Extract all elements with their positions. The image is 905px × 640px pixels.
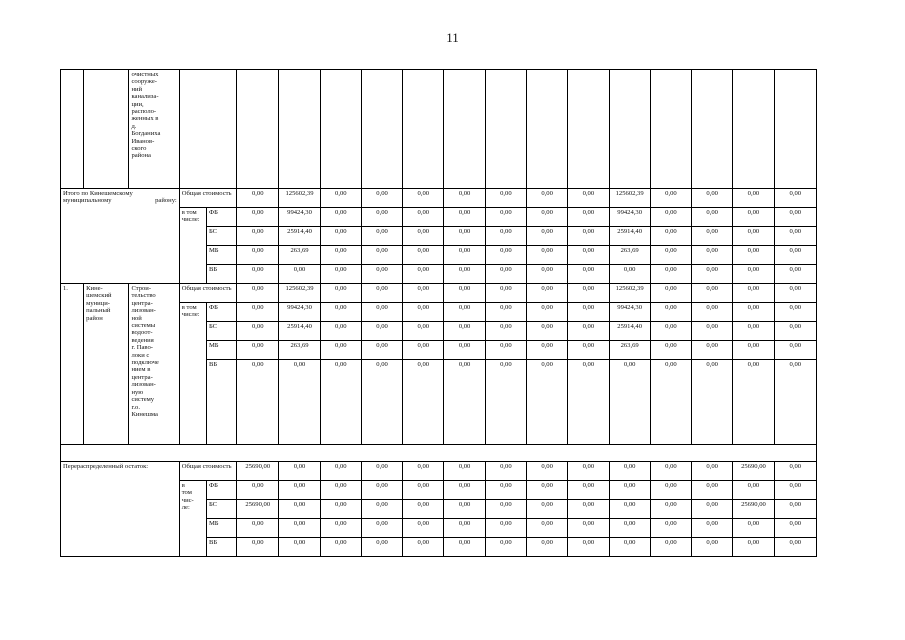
value-cell: 0,00	[444, 500, 485, 519]
page-number: 11	[446, 30, 459, 45]
value-cell: 0,00	[774, 246, 816, 265]
value-cell: 0,00	[320, 227, 361, 246]
value-cell: 0,00	[361, 500, 402, 519]
value-cell: 125602,39	[279, 284, 320, 303]
value-cell: 0,00	[403, 189, 444, 208]
value-cell: 0,00	[568, 341, 609, 360]
value-cell: 0,00	[237, 265, 279, 284]
total-title: Итого по Кинешемскому муниципальному району:	[61, 189, 180, 284]
empty-cell	[61, 445, 817, 462]
value-cell: 0,00	[320, 303, 361, 322]
value-cell: 0,00	[320, 341, 361, 360]
fund-label: ВБ	[206, 360, 236, 445]
value-cell: 0,00	[444, 322, 485, 341]
value-cell: 0,00	[774, 462, 816, 481]
value-cell: 99424,30	[279, 208, 320, 227]
value-cell: 0,00	[403, 538, 444, 557]
value-cell: 0,00	[692, 227, 733, 246]
value-cell: 25914,40	[279, 227, 320, 246]
value-cell: 0,00	[526, 227, 567, 246]
value-cell: 25690,00	[733, 462, 774, 481]
value-cell: 0,00	[609, 500, 650, 519]
remainder-title: Перераспределенный остаток:	[61, 462, 180, 557]
value-cell: 0,00	[237, 519, 279, 538]
text-line: шемский	[86, 292, 112, 300]
value-cell: 0,00	[361, 360, 402, 445]
text-line: канализа-	[131, 93, 159, 101]
value-cell: 0,00	[733, 322, 774, 341]
value-cell: 0,00	[692, 322, 733, 341]
value-cell: 0,00	[237, 481, 279, 500]
value-cell: 0,00	[403, 462, 444, 481]
value-cell: 263,69	[609, 246, 650, 265]
value-cell: 0,00	[692, 500, 733, 519]
value-cell: 0,00	[650, 341, 691, 360]
top-continuation-row	[61, 70, 817, 189]
value-cell: 0,00	[403, 208, 444, 227]
value-cell: 0,00	[609, 360, 650, 445]
value-cell: 0,00	[609, 538, 650, 557]
text-line: центра-	[131, 373, 153, 381]
value-cell: 0,00	[320, 322, 361, 341]
value-cell: 0,00	[237, 322, 279, 341]
value-cell: 0,00	[650, 360, 691, 445]
object-cell	[129, 70, 179, 189]
value-cell: 25690,00	[237, 462, 279, 481]
cost-label: Общая стоимость	[179, 284, 236, 303]
value-cell: 0,00	[733, 284, 774, 303]
value-cell: 0,00	[568, 500, 609, 519]
value-cell: 0,00	[361, 341, 402, 360]
value-cell: 0,00	[485, 265, 526, 284]
value-cell: 0,00	[403, 341, 444, 360]
value-cell: 0,00	[774, 322, 816, 341]
value-cell: 0,00	[733, 189, 774, 208]
fund-label: МБ	[206, 246, 236, 265]
value-cell: 0,00	[568, 538, 609, 557]
district-cell	[84, 70, 129, 189]
value-cell: 0,00	[526, 303, 567, 322]
value-cell: 0,00	[526, 519, 567, 538]
value-cell: 0,00	[444, 538, 485, 557]
fund-label: БС	[206, 322, 236, 341]
value-cell: 0,00	[361, 189, 402, 208]
value-cell: 0,00	[774, 500, 816, 519]
value-cell: 0,00	[485, 500, 526, 519]
item-index: 1.	[61, 284, 84, 445]
value-cell: 0,00	[692, 189, 733, 208]
value-cell: 0,00	[279, 538, 320, 557]
value-cell: 0,00	[485, 303, 526, 322]
text-line: подключе	[131, 359, 159, 367]
text-line: женных в	[131, 115, 159, 123]
text-line: лизован-	[131, 381, 156, 389]
text-line: лизован-	[131, 307, 156, 315]
text-line: ную	[131, 388, 144, 396]
value-cell: 25914,40	[609, 227, 650, 246]
value-cell: 0,00	[526, 462, 567, 481]
value-cell: 0,00	[526, 284, 567, 303]
value-cell: 0,00	[526, 538, 567, 557]
value-cell: 0,00	[526, 265, 567, 284]
text-line: водоот-	[131, 329, 153, 337]
value-cell: 0,00	[279, 519, 320, 538]
value-cell: 0,00	[444, 265, 485, 284]
value-cell: 0,00	[526, 341, 567, 360]
value-cell: 0,00	[774, 481, 816, 500]
fund-label: МБ	[206, 341, 236, 360]
item-row	[61, 284, 817, 303]
value-cell: 0,00	[526, 246, 567, 265]
value-cell: 0,00	[650, 500, 691, 519]
value-cell: 0,00	[403, 265, 444, 284]
value-cell: 0,00	[774, 284, 816, 303]
value-cell: 0,00	[526, 500, 567, 519]
value-cell: 0,00	[403, 519, 444, 538]
text-line: района	[131, 152, 151, 160]
value-cell: 0,00	[403, 360, 444, 445]
value-cell: 0,00	[526, 481, 567, 500]
value-cell: 0,00	[320, 481, 361, 500]
value-cell: 0,00	[526, 322, 567, 341]
value-cell: 0,00	[279, 265, 320, 284]
value-cell: 0,00	[485, 519, 526, 538]
value-cell: 0,00	[650, 519, 691, 538]
value-cell: 0,00	[485, 227, 526, 246]
value-cell: 0,00	[237, 208, 279, 227]
value-cell: 0,00	[650, 303, 691, 322]
value-cell: 0,00	[774, 519, 816, 538]
text-line: ведения	[131, 336, 154, 344]
value-cell: 0,00	[485, 462, 526, 481]
value-cell: 0,00	[444, 462, 485, 481]
value-cell: 125602,39	[609, 284, 650, 303]
value-cell: 0,00	[320, 208, 361, 227]
value-cell: 0,00	[320, 519, 361, 538]
value-cell: 25690,00	[237, 500, 279, 519]
value-cell: 0,00	[568, 246, 609, 265]
value-cell: 0,00	[774, 227, 816, 246]
value-cell: 0,00	[733, 341, 774, 360]
cost-label: Общая стоимость	[179, 189, 236, 208]
value-cell: 0,00	[361, 303, 402, 322]
value-cell: 0,00	[279, 481, 320, 500]
value-cell: 0,00	[568, 519, 609, 538]
value-cell: 0,00	[568, 265, 609, 284]
value-cell: 0,00	[650, 322, 691, 341]
value-cell: 0,00	[361, 284, 402, 303]
text-line: тельство	[131, 292, 156, 300]
value-cell: 0,00	[444, 519, 485, 538]
fund-label: ВБ	[206, 265, 236, 284]
value-cell: 0,00	[403, 322, 444, 341]
value-cell: 0,00	[403, 481, 444, 500]
value-cell: 0,00	[650, 462, 691, 481]
value-cell: 0,00	[485, 246, 526, 265]
value-cell: 0,00	[279, 360, 320, 445]
text-line: Строи-	[131, 285, 152, 292]
fund-label: МБ	[206, 519, 236, 538]
value-cell: 99424,30	[609, 208, 650, 227]
value-cell: 0,00	[692, 265, 733, 284]
value-cell: 0,00	[237, 227, 279, 246]
text-line: ний	[131, 85, 143, 93]
value-cell: 0,00	[733, 246, 774, 265]
value-cell: 0,00	[237, 189, 279, 208]
value-cell: 0,00	[403, 227, 444, 246]
district-cell	[84, 284, 129, 445]
value-cell: 25914,40	[279, 322, 320, 341]
value-cell: 0,00	[485, 208, 526, 227]
value-cell: 0,00	[733, 481, 774, 500]
value-cell: 0,00	[609, 462, 650, 481]
value-cell: 0,00	[609, 265, 650, 284]
value-cell: 0,00	[361, 519, 402, 538]
text-line: г.о.	[131, 403, 140, 411]
text-line: очистных	[131, 71, 159, 78]
value-cell: 0,00	[485, 284, 526, 303]
value-cell: 0,00	[237, 538, 279, 557]
value-cell: 0,00	[403, 246, 444, 265]
value-cell: 0,00	[568, 322, 609, 341]
value-cell: 0,00	[650, 265, 691, 284]
fund-label: БС	[206, 227, 236, 246]
text-line: д.	[131, 122, 137, 130]
value-cell: 0,00	[237, 303, 279, 322]
value-cell: 0,00	[526, 360, 567, 445]
value-cell: 0,00	[568, 208, 609, 227]
value-cell: 0,00	[692, 246, 733, 265]
text-line: располо-	[131, 108, 157, 116]
spacer-row	[61, 445, 817, 462]
value-cell: 0,00	[568, 481, 609, 500]
value-cell: 263,69	[279, 341, 320, 360]
value-cell: 0,00	[692, 341, 733, 360]
value-cell: 0,00	[237, 341, 279, 360]
value-cell: 0,00	[650, 189, 691, 208]
value-cell: 0,00	[692, 462, 733, 481]
total-row	[61, 189, 817, 208]
fund-label: ФБ	[206, 303, 236, 322]
text-line: системы	[131, 322, 156, 330]
value-cell: 0,00	[444, 284, 485, 303]
text-line: ле:	[181, 504, 190, 512]
text-line: локи с	[131, 351, 150, 359]
value-cell: 0,00	[485, 322, 526, 341]
fund-label: ФБ	[206, 208, 236, 227]
including-label: в том числе:	[179, 303, 206, 445]
value-cell: 0,00	[361, 462, 402, 481]
value-cell: 0,00	[444, 360, 485, 445]
value-cell: 0,00	[485, 341, 526, 360]
value-cell: 0,00	[568, 360, 609, 445]
text-line: ной	[131, 314, 142, 322]
value-cell: 0,00	[774, 189, 816, 208]
value-cell: 99424,30	[609, 303, 650, 322]
value-cell: 0,00	[568, 462, 609, 481]
fund-label: БС	[206, 500, 236, 519]
value-cell: 0,00	[444, 227, 485, 246]
value-cell: 125602,39	[279, 189, 320, 208]
text-line: ского	[131, 145, 147, 153]
text-line: том	[181, 489, 192, 497]
value-cell: 0,00	[650, 208, 691, 227]
value-cell: 0,00	[361, 227, 402, 246]
value-cell: 0,00	[237, 246, 279, 265]
text-line: район	[86, 314, 103, 322]
remainder-row	[61, 462, 817, 481]
value-cell: 0,00	[650, 246, 691, 265]
value-cell: 0,00	[733, 265, 774, 284]
including-label: в том числе:	[179, 208, 206, 284]
text-line: муници-	[86, 299, 110, 307]
value-cell: 0,00	[444, 341, 485, 360]
value-cell: 0,00	[526, 189, 567, 208]
value-cell: 0,00	[526, 208, 567, 227]
value-cell: 0,00	[568, 303, 609, 322]
value-cell: 0,00	[692, 519, 733, 538]
value-cell: 0,00	[733, 227, 774, 246]
value-cell: 0,00	[692, 208, 733, 227]
text-line: систему	[131, 396, 155, 404]
value-cell: 25914,40	[609, 322, 650, 341]
value-cell: 0,00	[774, 341, 816, 360]
value-cell: 0,00	[692, 360, 733, 445]
value-cell: 0,00	[320, 189, 361, 208]
value-cell: 0,00	[609, 481, 650, 500]
value-cell: 0,00	[733, 360, 774, 445]
text-line: в	[181, 482, 185, 489]
value-cell: 0,00	[692, 481, 733, 500]
value-cell: 0,00	[237, 284, 279, 303]
value-cell: 0,00	[774, 360, 816, 445]
value-cell: 0,00	[361, 246, 402, 265]
value-cell: 0,00	[361, 208, 402, 227]
value-cell: 0,00	[692, 284, 733, 303]
value-cell: 0,00	[444, 303, 485, 322]
value-cell: 263,69	[609, 341, 650, 360]
value-cell: 0,00	[568, 227, 609, 246]
value-cell: 0,00	[237, 360, 279, 445]
including-label	[179, 481, 206, 557]
fund-label: ВБ	[206, 538, 236, 557]
text-line: Кинешма	[131, 410, 158, 418]
text-line: центра-	[131, 299, 153, 307]
value-cell: 0,00	[568, 284, 609, 303]
text-line: Богданиха	[131, 130, 161, 138]
value-cell: 0,00	[650, 284, 691, 303]
value-cell: 0,00	[485, 538, 526, 557]
value-cell: 0,00	[774, 208, 816, 227]
fund-label: ФБ	[206, 481, 236, 500]
value-cell: 0,00	[650, 481, 691, 500]
value-cell: 0,00	[320, 538, 361, 557]
value-cell: 0,00	[320, 500, 361, 519]
value-cell: 0,00	[692, 303, 733, 322]
text-line: пальный	[86, 307, 111, 315]
object-cell	[129, 284, 179, 445]
value-cell: 0,00	[320, 246, 361, 265]
value-cell: 263,69	[279, 246, 320, 265]
value-cell: 0,00	[733, 208, 774, 227]
value-cell: 0,00	[279, 500, 320, 519]
value-cell: 0,00	[650, 538, 691, 557]
value-cell: 0,00	[403, 303, 444, 322]
text-line: нием в	[131, 366, 151, 374]
value-cell: 0,00	[361, 481, 402, 500]
index-cell	[61, 70, 84, 189]
value-cell: 0,00	[444, 481, 485, 500]
value-cell: 0,00	[568, 189, 609, 208]
value-cell: 0,00	[320, 360, 361, 445]
value-cell: 0,00	[733, 538, 774, 557]
cost-label: Общая стоимость	[179, 462, 236, 481]
value-cell: 0,00	[733, 303, 774, 322]
value-cell: 0,00	[733, 519, 774, 538]
value-cell: 0,00	[485, 481, 526, 500]
funding-table	[60, 69, 817, 557]
value-cell: 0,00	[774, 538, 816, 557]
value-cell: 0,00	[609, 519, 650, 538]
text-line: г. Паво-	[131, 344, 153, 352]
value-cell: 0,00	[774, 265, 816, 284]
value-cell: 125602,39	[609, 189, 650, 208]
value-cell: 0,00	[403, 500, 444, 519]
text-line: Кине-	[86, 285, 103, 292]
empty-cell	[179, 70, 236, 189]
value-cell: 0,00	[485, 360, 526, 445]
value-cell: 0,00	[320, 284, 361, 303]
value-cell: 0,00	[320, 462, 361, 481]
value-cell: 0,00	[774, 303, 816, 322]
text-line: сооруже-	[131, 78, 157, 86]
value-cell: 0,00	[361, 265, 402, 284]
value-cell: 0,00	[279, 462, 320, 481]
value-cell: 0,00	[320, 265, 361, 284]
text-line: Иванов-	[131, 137, 155, 145]
text-line: ции,	[131, 100, 144, 108]
text-line: чис-	[181, 496, 194, 504]
value-cell: 0,00	[361, 538, 402, 557]
value-cell: 0,00	[403, 284, 444, 303]
value-cell: 0,00	[361, 322, 402, 341]
value-cell: 0,00	[692, 538, 733, 557]
value-cell: 0,00	[444, 246, 485, 265]
value-cell: 0,00	[444, 208, 485, 227]
value-cell: 0,00	[650, 227, 691, 246]
value-cell: 0,00	[444, 189, 485, 208]
value-cell: 25690,00	[733, 500, 774, 519]
value-cell: 99424,30	[279, 303, 320, 322]
value-cell: 0,00	[485, 189, 526, 208]
